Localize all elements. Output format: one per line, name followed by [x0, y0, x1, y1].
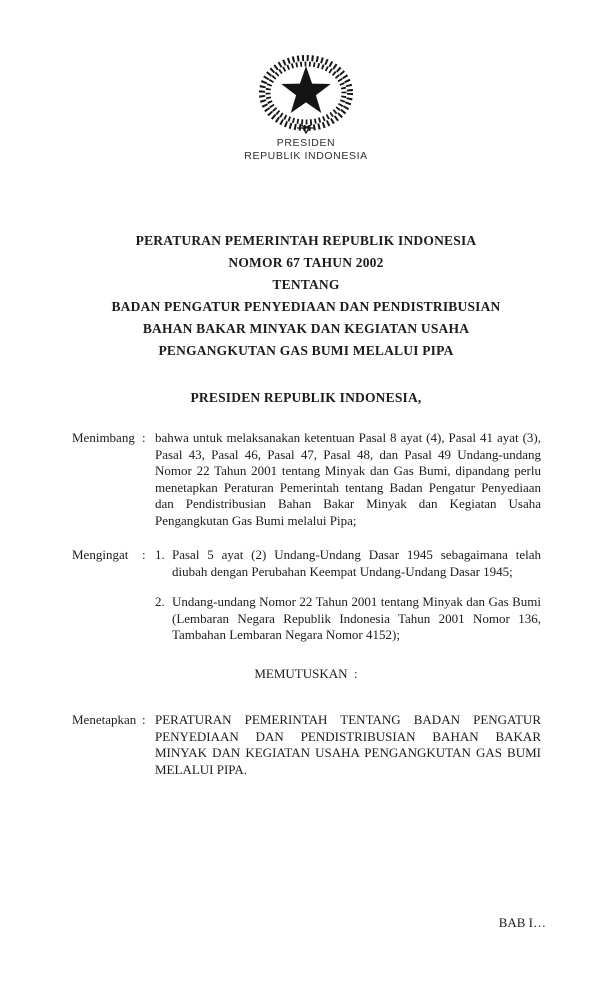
title-line-3: TENTANG: [272, 277, 340, 292]
title-line-5: BAHAN BAKAR MINYAK DAN KEGIATAN USAHA: [142, 321, 470, 336]
title-line-1: PERATURAN PEMERINTAH REPUBLIK INDONESIA: [135, 233, 477, 248]
menetapkan-colon: :: [142, 712, 146, 727]
menimbang-text: bahwa untuk melaksanakan ketentuan Pasal 8 ayat (4), Pasal 41 ayat (3), Pasal 43, Pasal 46, Pasal 47, Pasal 48, dan Pasal 49 Undang-undang Nomor 22 Tahun 2001 tentang Minyak dan Gas Bumi, dipandang perlu menetapkan Peraturan Pemerintah tentang Badan Pengatur Penyediaan dan Pendistribusian Bahan Bakar Minyak dan Kegiatan Usaha Pengangkutan Gas Bumi melalui Pipa;: [155, 430, 541, 528]
mengingat-items: [155, 547, 541, 644]
title-line-2: NOMOR 67 TAHUN 2002: [228, 255, 384, 270]
mengingat-label: Mengingat: [72, 547, 129, 562]
menetapkan-text: PERATURAN PEMERINTAH TENTANG BADAN PENGATUR PENYEDIAAN DAN PENDISTRIBUSIAN BAHAN BAKAR MINYAK DAN KEGIATAN USAHA PENGANGKUTAN GAS BUMI MELALUI PIPA.: [155, 712, 541, 777]
preamble-heading: PRESIDEN REPUBLIK INDONESIA,: [190, 390, 422, 405]
item-2-text: Undang-undang Nomor 22 Tahun 2001 tentang Minyak dan Gas Bumi (Lembaran Negara Republik Indonesia Tahun 2001 Nomor 136, Tambahan Lembaran Negara Nomor 4152);: [172, 594, 541, 642]
memutuskan-heading: MEMUTUSKAN :: [254, 666, 358, 681]
mengingat-item-2: [155, 594, 541, 644]
star-shape: [281, 66, 330, 113]
letterhead-presiden: PRESIDEN: [276, 137, 336, 149]
item-1-number: 1.: [155, 547, 165, 562]
presidential-emblem: [258, 55, 354, 135]
item-2-number: 2.: [155, 594, 165, 609]
menetapkan-clause: [72, 712, 541, 778]
regulation-title: [0, 230, 612, 362]
menimbang-clause: [72, 430, 541, 529]
menimbang-label: Menimbang: [72, 430, 135, 445]
page-continuation-marker: BAB I…: [498, 915, 546, 930]
star-wreath-icon: [258, 55, 354, 135]
title-line-6: PENGANGKUTAN GAS BUMI MELALUI PIPA: [158, 343, 454, 358]
mengingat-clause: [72, 547, 541, 644]
menimbang-colon: :: [142, 430, 146, 445]
title-line-4: BADAN PENGATUR PENYEDIAAN DAN PENDISTRIBUSIAN: [111, 299, 501, 314]
mengingat-item-1: [155, 547, 541, 580]
mengingat-colon: :: [142, 547, 146, 562]
item-1-text: Pasal 5 ayat (2) Undang-Undang Dasar 1945 sebagaimana telah diubah dengan Perubahan Keempat Undang-Undang Dasar 1945;: [172, 547, 541, 579]
menetapkan-label: Menetapkan: [72, 712, 137, 727]
letterhead-republik-indonesia: REPUBLIK INDONESIA: [244, 150, 368, 162]
